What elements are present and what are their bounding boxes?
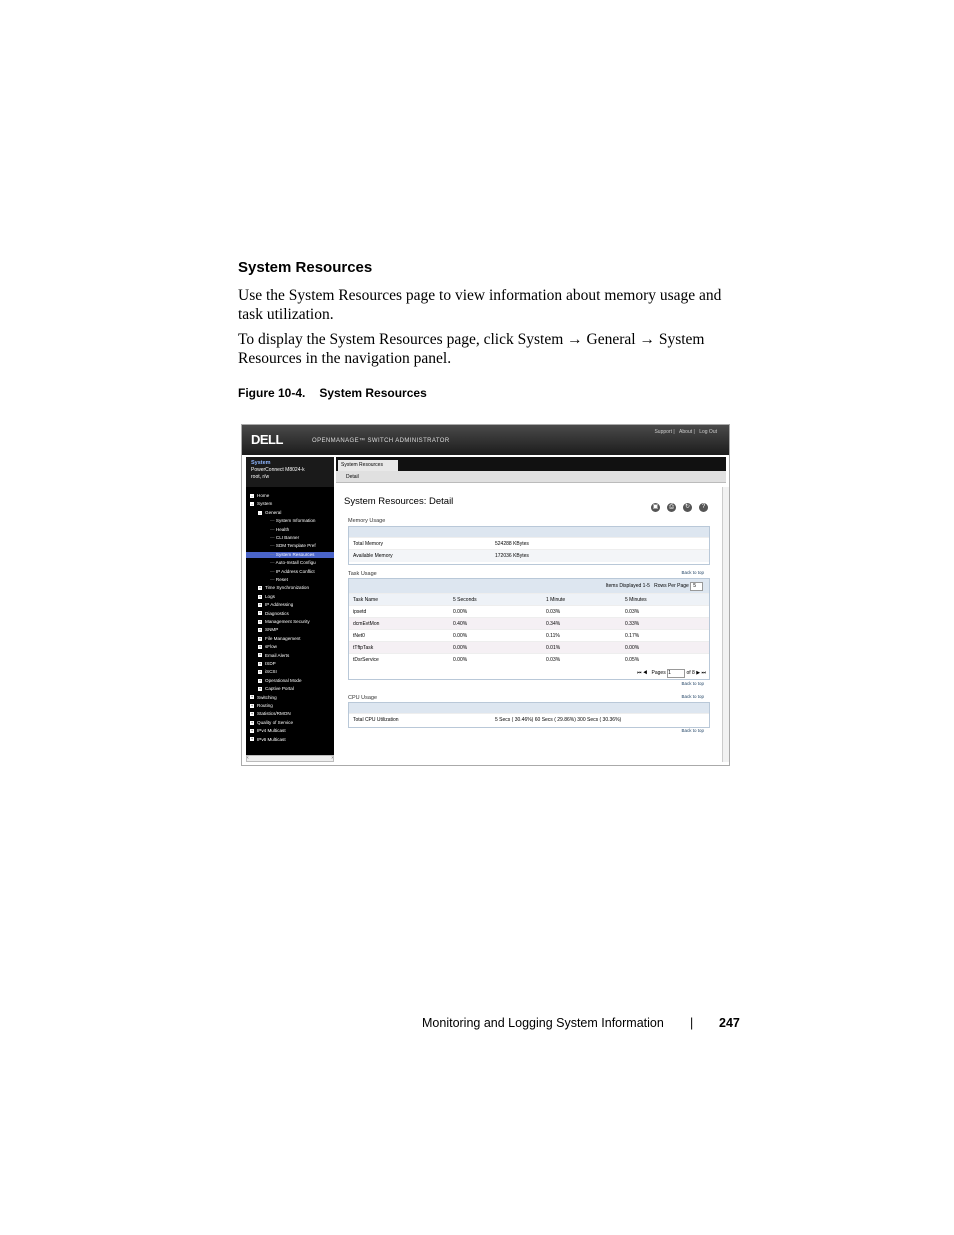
tab-bar [336, 457, 726, 471]
subtab-detail[interactable]: Detail [336, 471, 726, 483]
nav-item-label: Email Alerts [265, 652, 290, 658]
sidebar-header: System PowerConnect M8024-k root, r/w [246, 457, 334, 487]
expand-icon[interactable]: + [258, 643, 262, 649]
nav-item[interactable] [246, 501, 272, 507]
tree-line-icon: — [270, 535, 276, 540]
expand-icon[interactable]: + [258, 660, 262, 666]
device-name: PowerConnect M8024-k [251, 467, 305, 473]
nav-item-label: Statistics/RMON [257, 711, 291, 717]
nav-item[interactable] [246, 585, 309, 591]
first-page-icon[interactable]: ⏮ [636, 670, 642, 676]
table-cell: 0.11% [546, 633, 560, 639]
cpu-usage-title: CPU Usage [348, 695, 378, 701]
nav-item[interactable] [246, 577, 288, 583]
table-cell: 0.03% [546, 609, 561, 615]
table-row [349, 549, 709, 562]
nav-item[interactable] [246, 569, 315, 575]
nav-item-label: sFlow [265, 644, 277, 650]
collapse-icon[interactable]: - [259, 509, 261, 515]
nav-item[interactable] [246, 535, 299, 541]
nav-item-label: Routing [257, 703, 273, 708]
table-cell: 0.00% [453, 609, 468, 615]
expand-icon[interactable]: + [258, 685, 262, 691]
task-usage-table [348, 578, 710, 680]
nav-item-label: System [257, 501, 273, 507]
expand-icon[interactable]: + [258, 610, 262, 616]
content-area [336, 457, 726, 762]
expand-icon[interactable]: + [258, 677, 262, 683]
nav-horizontal-scrollbar[interactable]: ‹ › [247, 755, 333, 761]
nav-item[interactable] [246, 518, 315, 524]
next-page-icon[interactable]: ▶ [696, 670, 701, 676]
nav-item[interactable] [246, 560, 316, 566]
row-label: Available Memory [353, 553, 393, 559]
content-vertical-scrollbar[interactable] [722, 487, 729, 762]
collapse-icon[interactable]: - [251, 501, 253, 507]
nav-item-label: IPv4 Multicast [257, 728, 286, 734]
help-icon[interactable]: ? [699, 503, 708, 512]
nav-item[interactable] [246, 728, 286, 734]
last-page-icon[interactable]: ⏭ [701, 670, 706, 676]
nav-item-label: Auto-Install Configu [275, 560, 316, 566]
footer-separator: | [690, 1016, 694, 1030]
column-header[interactable]: 5 Minutes [625, 597, 647, 603]
pagination: ⏮ ◀ Pages 1 of 8 ▶ ⏭ [636, 670, 706, 676]
nav-item-label: CLI Banner [275, 535, 300, 540]
print-icon[interactable]: ⎙ [667, 503, 676, 512]
nav-item-label: General [265, 509, 282, 515]
table-cell: 0.00% [625, 645, 640, 651]
expand-icon[interactable]: + [258, 593, 262, 599]
tree-line-icon: — [270, 577, 276, 582]
nav-item[interactable] [246, 493, 269, 499]
collapse-icon[interactable]: - [251, 492, 253, 498]
header-links: Support | About | Log Out [654, 429, 717, 435]
nav-item-label: System Information [275, 518, 316, 524]
nav-item[interactable] [246, 737, 286, 743]
table-cell: tNet0 [353, 633, 365, 639]
nav-item-label: Health [275, 526, 290, 532]
nav-item-label: Logs [265, 593, 275, 599]
items-displayed: Items Displayed 1-5 [605, 583, 650, 589]
nav-item-label: SDM Template Pref [275, 543, 316, 549]
memory-usage-table [348, 526, 710, 565]
nav-item-label: Reset [275, 577, 288, 582]
back-to-top-link[interactable]: Back to top [681, 694, 704, 699]
tab-system-resources[interactable]: System Resources [338, 460, 398, 471]
table-cell: 0.03% [546, 657, 561, 663]
nav-item-label: Management Security [265, 619, 310, 624]
nav-item[interactable] [246, 711, 291, 717]
task-usage-title: Task Usage [348, 571, 377, 577]
logout-link[interactable]: Log Out [699, 429, 717, 435]
prev-page-icon[interactable]: ◀ [642, 670, 648, 676]
expand-icon[interactable]: + [258, 669, 262, 675]
footer-title: Monitoring and Logging System Information [422, 1016, 664, 1030]
navigation-paragraph: To display the System Resources page, click System → General → System Resources in the navigation panel. [238, 331, 705, 367]
toolbar-icons [644, 495, 708, 513]
back-to-top-link[interactable]: Back to top [681, 681, 704, 686]
table-cell: dcmEvtMon [353, 621, 380, 627]
expand-icon[interactable]: + [258, 627, 262, 633]
refresh-icon[interactable]: ↻ [684, 504, 691, 510]
table-cell: 0.05% [625, 657, 640, 663]
section-heading: System Resources [238, 259, 373, 276]
expand-icon[interactable]: + [250, 711, 254, 717]
dell-logo: DELL [251, 432, 283, 447]
nav-item[interactable] [246, 720, 293, 726]
row-value: 524288 KBytes [495, 541, 529, 547]
nav-item-label: ISDP [265, 661, 276, 666]
expand-icon[interactable]: + [258, 585, 262, 591]
nav-item[interactable] [246, 627, 278, 633]
figure-screenshot [241, 424, 730, 766]
expand-icon[interactable]: + [250, 719, 254, 725]
nav-item-label: Quality of Service [257, 719, 293, 725]
expand-icon[interactable]: + [258, 635, 262, 641]
product-name: OPENMANAGE™ SWITCH ADMINISTRATOR [312, 438, 450, 444]
nav-item-label: IPv6 Multicast [257, 736, 286, 742]
cpu-usage-table [348, 702, 710, 728]
nav-item-label: System Resources [275, 551, 315, 557]
nav-item-label: Diagnostics [265, 610, 289, 616]
nav-item-label: Switching [257, 694, 277, 700]
table-cell: 0.01% [546, 645, 561, 651]
nav-item-label: Captive Portal [265, 686, 294, 692]
tree-line-icon: — [270, 526, 276, 532]
column-header[interactable]: 5 Seconds [453, 597, 477, 603]
tree-line-icon: — [270, 551, 276, 557]
table-cell: 0.00% [453, 633, 468, 639]
bold-term: System Resources [288, 287, 403, 304]
expand-icon[interactable]: + [250, 727, 254, 733]
nav-item[interactable] [246, 653, 289, 659]
row-value: 172036 KBytes [495, 553, 529, 559]
support-link[interactable]: Support [654, 429, 672, 435]
back-to-top-link[interactable]: Back to top [681, 728, 704, 733]
user-info: root, r/w [251, 474, 270, 480]
table-row [349, 653, 709, 666]
nav-item-label: SNMP [265, 627, 279, 633]
nav-item[interactable] [246, 661, 276, 667]
expand-icon[interactable]: + [250, 702, 254, 708]
nav-item[interactable] [246, 510, 281, 516]
rows-per-page-label: Rows Per Page [654, 583, 689, 589]
about-link[interactable]: About [679, 429, 693, 435]
nav-item[interactable] [246, 703, 273, 709]
memory-usage-title: Memory Usage [348, 518, 386, 524]
nav-item[interactable] [246, 602, 293, 608]
expand-icon[interactable]: + [258, 618, 262, 624]
table-cell: 0.34% [546, 621, 561, 627]
navigation-tree [246, 487, 334, 759]
nav-item[interactable] [246, 527, 289, 533]
table-cell: 0.00% [453, 645, 468, 651]
table-cell: tDsrService [353, 657, 379, 663]
nav-item[interactable] [246, 686, 294, 692]
table-cell: 0.00% [453, 657, 468, 663]
column-header[interactable]: Task Name [353, 597, 379, 603]
table-cell: ipsetd [353, 609, 367, 615]
column-header[interactable]: 1 Minute [546, 597, 566, 603]
back-to-top-link[interactable]: Back to top [681, 570, 704, 575]
table-cell: tTftpTask [353, 645, 374, 651]
expand-icon[interactable]: + [258, 601, 262, 607]
nav-item[interactable] [246, 619, 310, 625]
app-header [242, 425, 729, 455]
tree-line-icon: — [270, 518, 276, 524]
nav-item-label: IP Addressing [265, 602, 294, 608]
nav-item[interactable] [246, 611, 289, 617]
nav-item-label: File Management [265, 635, 301, 641]
tree-line-icon: — [270, 543, 276, 549]
rows-per-page-select[interactable]: 5 [690, 582, 703, 591]
table-cell: 0.03% [625, 609, 640, 615]
nav-item[interactable] [246, 594, 275, 600]
intro-paragraph: Use the System Resources page to view information about memory usage and task utilization. [238, 287, 722, 323]
nav-item[interactable] [246, 678, 302, 684]
nav-item[interactable] [246, 669, 277, 675]
expand-icon[interactable]: + [250, 694, 254, 700]
nav-item[interactable] [246, 636, 301, 642]
figure-caption: Figure 10-4. System Resources [238, 386, 427, 400]
expand-icon[interactable]: + [250, 736, 254, 742]
page-number: 247 [719, 1016, 740, 1030]
nav-item-label: Time Synchronization [265, 585, 309, 591]
nav-item-label: IP Address Conflict [275, 568, 315, 574]
page-title: System Resources: Detail [344, 496, 454, 507]
nav-item[interactable] [246, 543, 316, 549]
nav-item-label: Home [257, 493, 270, 498]
table-cell: 0.33% [625, 621, 640, 627]
nav-item[interactable] [246, 552, 334, 558]
tree-line-icon: — [270, 560, 276, 566]
table-row [349, 713, 709, 726]
nav-item[interactable] [246, 644, 277, 650]
table-cell: 0.17% [625, 633, 640, 639]
nav-item-label: Operational Mode [265, 677, 302, 683]
save-icon[interactable]: ▣ [652, 504, 659, 510]
nav-item-label: iSCSI [265, 669, 277, 675]
tree-line-icon: — [270, 568, 276, 574]
nav-item[interactable] [246, 695, 277, 701]
row-label: Total CPU Utilization [353, 717, 399, 723]
row-label: Total Memory [353, 541, 384, 547]
page-input[interactable]: 1 [667, 669, 685, 678]
table-cell: 0.40% [453, 621, 468, 627]
row-value: 5 Secs ( 30.46%) 60 Secs ( 29.86%) 300 Secs ( 30.36%) [495, 717, 622, 723]
expand-icon[interactable]: + [258, 652, 262, 658]
